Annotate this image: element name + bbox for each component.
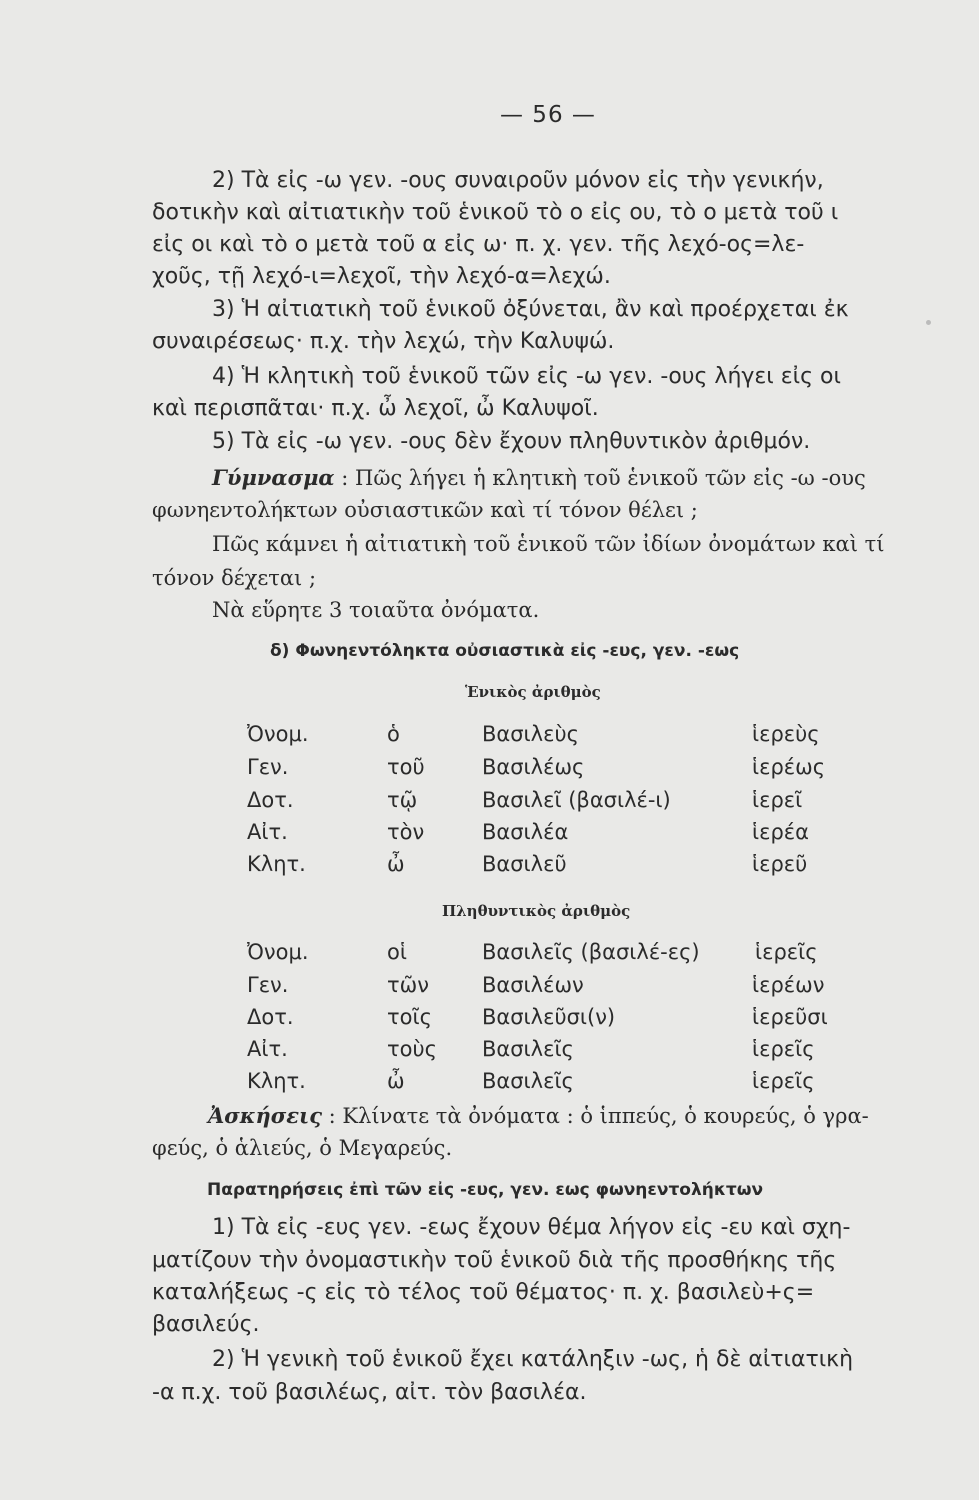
case-label: Γεν. bbox=[247, 973, 289, 997]
form-iereus: ἱερέα bbox=[752, 820, 809, 844]
section-4-line-1: 4) Ἡ κλητικὴ τοῦ ἑνικοῦ τῶν εἰς -ω γεν. -ους λήγει εἰς οι bbox=[212, 364, 841, 389]
case-label: Δοτ. bbox=[247, 1005, 294, 1029]
case-label: Ὀνομ. bbox=[247, 722, 309, 746]
form-iereus: ἱερεῖς bbox=[755, 940, 818, 964]
form-basileus: Βασιλεῖς bbox=[482, 1069, 574, 1093]
article: τῷ bbox=[387, 788, 418, 812]
article: οἱ bbox=[387, 940, 407, 964]
remark-1-line-2: ματίζουν τὴν ὀνομαστικὴν τοῦ ἑνικοῦ διὰ τῆς προσθήκης τῆς bbox=[152, 1248, 837, 1273]
form-iereus: ἱερεῦσι bbox=[752, 1005, 828, 1029]
section-5-line: 5) Τὰ εἰς -ω γεν. -ους δὲν ἔχουν πληθυντικὸν ἀριθμόν. bbox=[212, 429, 811, 454]
exercises-line-1 bbox=[208, 1103, 869, 1128]
form-basileus: Βασιλεῖ (βασιλέ-ι) bbox=[482, 788, 671, 812]
speck bbox=[926, 320, 931, 325]
plural-title: Πληθυντικὸς ἀριθμὸς bbox=[442, 902, 631, 920]
exercise-line-5: Νὰ εὕρητε 3 τοιαῦτα ὀνόματα. bbox=[212, 598, 540, 622]
remark-1-line-1: 1) Τὰ εἰς -ευς γεν. -εως ἔχουν θέμα λήγον εἰς -ευ καὶ σχη- bbox=[212, 1215, 851, 1240]
form-basileus: Βασιλέων bbox=[482, 973, 584, 997]
form-iereus: ἱερεῖς bbox=[752, 1069, 815, 1093]
case-label: Αἰτ. bbox=[247, 820, 288, 844]
section-3-line-2: συναιρέσεως· π.χ. τὴν λεχώ, τὴν Καλυψώ. bbox=[152, 329, 615, 354]
exercise-label: Γύμνασμα bbox=[212, 465, 335, 490]
remark-2-line-2: -α π.χ. τοῦ βασιλέως, αἰτ. τὸν βασιλέα. bbox=[152, 1380, 587, 1405]
remark-2-line-1: 2) Ἡ γενικὴ τοῦ ἑνικοῦ ἔχει κατάληξιν -ως, ἡ δὲ αἰτιατικὴ bbox=[212, 1347, 854, 1372]
form-basileus: Βασιλεὺς bbox=[482, 722, 579, 746]
form-iereus: ἱερεῖ bbox=[752, 788, 803, 812]
form-iereus: ἱερέως bbox=[752, 755, 826, 779]
case-label: Γεν. bbox=[247, 755, 289, 779]
exercise-line-3: Πῶς κάμνει ἡ αἰτιατικὴ τοῦ ἑνικοῦ τῶν ἰδίων ὀνομάτων καὶ τί bbox=[212, 532, 885, 556]
singular-title: Ἑνικὸς ἀριθμὸς bbox=[465, 683, 601, 701]
article: ὁ bbox=[387, 722, 400, 746]
case-label: Δοτ. bbox=[247, 788, 294, 812]
article: τὸν bbox=[387, 820, 425, 844]
article: τῶν bbox=[387, 973, 429, 997]
section-3-line-1: 3) Ἡ αἰτιατικὴ τοῦ ἑνικοῦ ὀξύνεται, ἂν καὶ προέρχεται ἐκ bbox=[212, 297, 849, 322]
section-2-line-3: εἰς οι καὶ τὸ ο μετὰ τοῦ α εἰς ω· π. χ. γεν. τῆς λεχό-ος=λε- bbox=[152, 232, 805, 257]
form-iereus: ἱερεῖς bbox=[752, 1037, 815, 1061]
case-label: Κλητ. bbox=[247, 1069, 306, 1093]
exercises-label: Ἀσκήσεις bbox=[208, 1103, 322, 1128]
case-label: Κλητ. bbox=[247, 852, 306, 876]
exercise-text: : Πῶς λήγει ἡ κλητικὴ τοῦ ἑνικοῦ τῶν εἰς -ω -ους bbox=[341, 466, 866, 490]
form-basileus: Βασιλέως bbox=[482, 755, 585, 779]
exercises-text: : Κλίνατε τὰ ὀνόματα : ὁ ἱππεύς, ὁ κουρεύς, ὁ γρα- bbox=[328, 1104, 869, 1128]
page-number: — 56 — bbox=[500, 102, 596, 128]
form-basileus: Βασιλεῖς (βασιλέ-ες) bbox=[482, 940, 700, 964]
form-basileus: Βασιλεῦ bbox=[482, 852, 567, 876]
form-basileus: Βασιλεῦσι(ν) bbox=[482, 1005, 616, 1029]
article: ὦ bbox=[387, 1069, 405, 1093]
form-iereus: ἱερεὺς bbox=[752, 722, 820, 746]
form-basileus: Βασιλέα bbox=[482, 820, 569, 844]
section-2-line-2: δοτικὴν καὶ αἰτιατικὴν τοῦ ἑνικοῦ τὸ ο εἰς ου, τὸ ο μετὰ τοῦ ι bbox=[152, 200, 839, 225]
section-4-line-2: καὶ περισπᾶται· π.χ. ὦ λεχοῖ, ὦ Καλυψοῖ. bbox=[152, 396, 599, 421]
article: τοῦ bbox=[387, 755, 425, 779]
form-iereus: ἱερέων bbox=[752, 973, 825, 997]
remark-1-line-3: καταλήξεως -ς εἰς τὸ τέλος τοῦ θέματος· π. χ. βασιλεὺ+ς= bbox=[152, 1280, 815, 1305]
case-label: Ὀνομ. bbox=[247, 940, 309, 964]
exercise-line-4: τόνον δέχεται ; bbox=[152, 566, 317, 590]
exercise-line-2: φωνηεντολήκτων οὐσιαστικῶν καὶ τί τόνον θέλει ; bbox=[152, 498, 698, 522]
exercises-line-2: φεύς, ὁ ἁλιεύς, ὁ Μεγαρεύς. bbox=[152, 1136, 453, 1160]
section-2-line-4: χοῦς, τῇ λεχό-ι=λεχοῖ, τὴν λεχό-α=λεχώ. bbox=[152, 264, 611, 289]
case-label: Αἰτ. bbox=[247, 1037, 288, 1061]
table-heading: δ) Φωνηεντόληκτα οὐσιαστικὰ εἰς -ευς, γεν. -εως bbox=[270, 641, 740, 661]
article: τοῖς bbox=[387, 1005, 432, 1029]
section-2-line-1: 2) Τὰ εἰς -ω γεν. -ους συναιροῦν μόνον εἰς τὴν γενικήν, bbox=[212, 168, 824, 193]
form-iereus: ἱερεῦ bbox=[752, 852, 808, 876]
article: ὦ bbox=[387, 852, 405, 876]
article: τοὺς bbox=[387, 1037, 437, 1061]
remarks-heading: Παρατηρήσεις ἐπὶ τῶν εἰς -ευς, γεν. εως φωνηεντολήκτων bbox=[207, 1180, 764, 1200]
remark-1-line-4: βασιλεύς. bbox=[152, 1312, 260, 1337]
form-basileus: Βασιλεῖς bbox=[482, 1037, 574, 1061]
exercise-line-1 bbox=[212, 465, 866, 490]
